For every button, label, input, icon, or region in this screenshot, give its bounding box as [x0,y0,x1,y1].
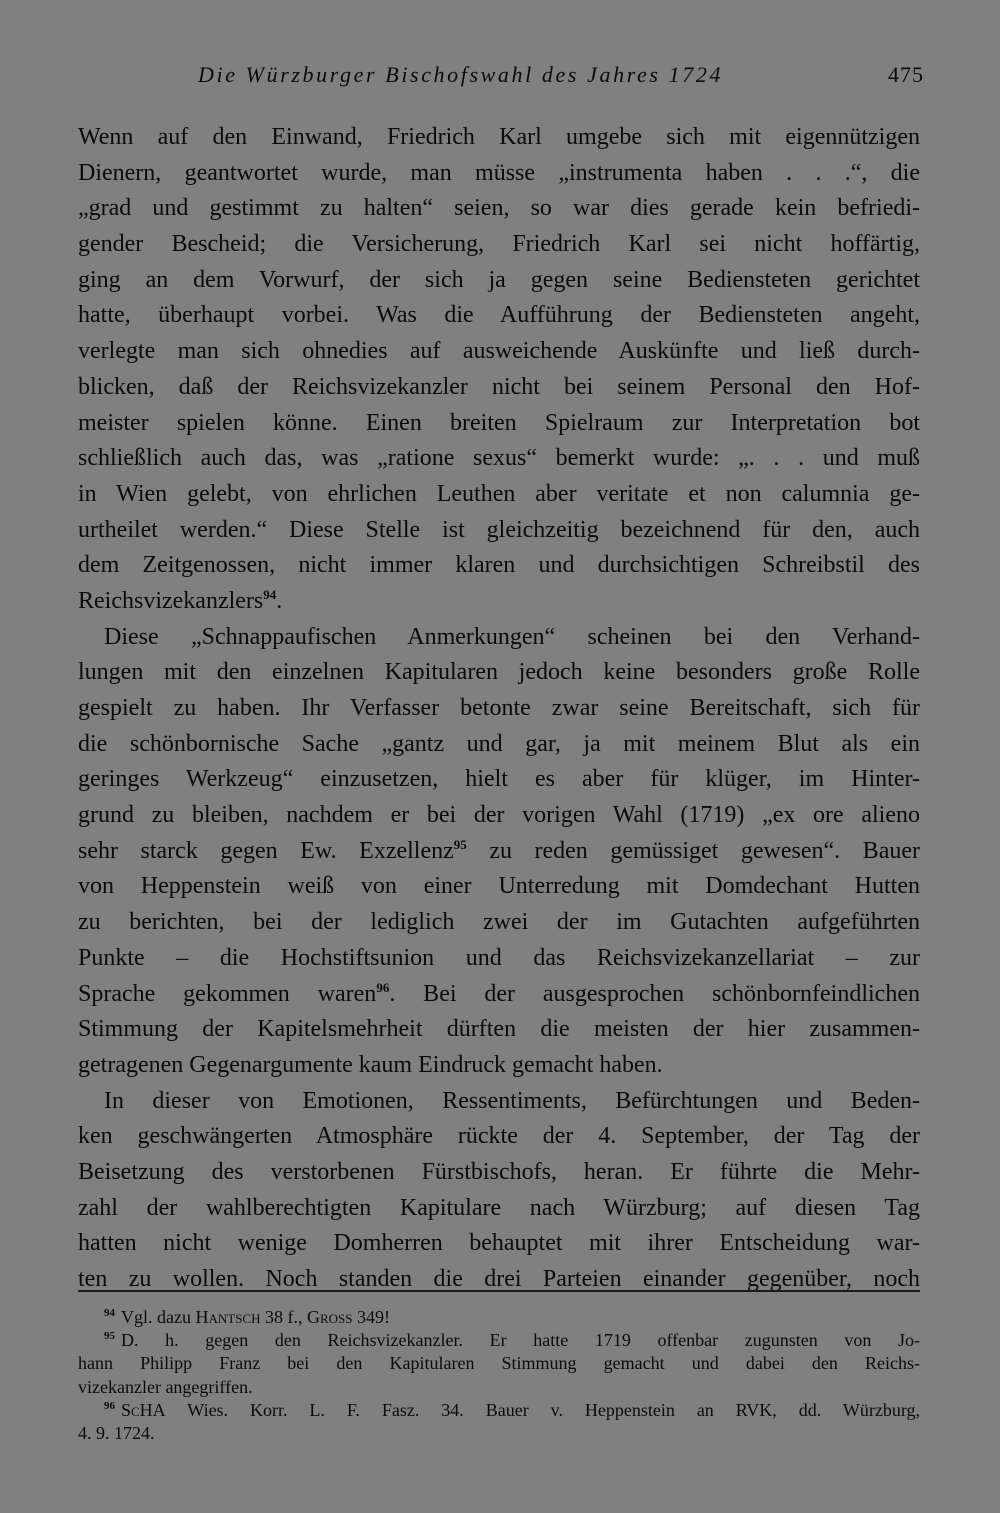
text-line: „grad und gestimmt zu halten“ seien, so war dies gerade kein befriedi- [78,195,920,222]
footnote-96 [78,1399,920,1422]
footnotes [78,1306,920,1445]
text-line: In dieser von Emotionen, Ressentiments, Befürchtungen und Beden- [104,1087,920,1114]
footnote-ref-96[interactable]: 96 [376,979,390,995]
footnote-line: vizekanzler angegriffen. [78,1376,253,1397]
text-line [78,834,920,870]
text-line: gender Bescheid; die Versicherung, Friedrich Karl sei nicht hoffärtig, [78,231,920,258]
footnote-line: 4. 9. 1724. [78,1422,155,1443]
text-line: ken geschwängerten Atmosphäre rückte der 4. September, der Tag der [78,1123,920,1150]
text-line: meister spielen könne. Einen breiten Spielraum zur Interpretation bot [78,409,920,436]
footnote-divider [78,1290,920,1292]
footnote-marker: 94 [104,1307,115,1319]
text-line: schließlich auch das, was „ratione sexus“ bemerkt wurde: „. . . und muß [78,445,920,472]
text-line: ten zu wollen. Noch standen die drei Parteien einander gegenüber, noch [78,1266,920,1292]
footnote-ref-94[interactable]: 94 [263,586,277,602]
text-line: Wenn auf den Einwand, Friedrich Karl umgebe sich mit eigennützigen [78,124,920,150]
footnote-text: 349! [352,1307,391,1327]
archive-abbrev: ScHA [121,1399,166,1420]
text-segment: Reichsvizekanzlers [78,587,264,614]
text-line [78,584,920,620]
footnote-marker: 95 [104,1330,115,1343]
footnote-95 [78,1329,920,1352]
text-line: Beisetzung des verstorbenen Fürstbischofs, heran. Er führte die Mehr- [78,1158,920,1185]
text-line: gespielt zu haben. Ihr Verfasser betonte zwar seine Bereitschaft, sich für [78,695,920,721]
footnote-line: hann Philipp Franz bei den Kapitularen Stimmung gemacht und dabei den Reichs- [78,1353,920,1374]
text-line: in Wien gelebt, von ehrlichen Leuthen aber veritate et non calumnia ge- [78,480,920,507]
text-line: getragenen Gegenargumente kaum Eindruck gemacht haben. [78,1051,663,1078]
footnote-marker: 96 [104,1399,115,1412]
text-line: Stimmung der Kapitelsmehrheit dürften die meisten der hier zusammen- [78,1016,920,1043]
text-line: verlegte man sich ohnedies auf ausweichende Auskünfte und ließ durch- [78,338,920,365]
text-segment: sehr starck gegen Ew. Exzellenz [78,837,454,864]
text-segment: . [276,587,283,614]
text-line: Dienern, geantwortet wurde, man müsse „instrumenta haben . . .“, die [78,159,920,186]
text-segment: Sprache gekommen waren [78,980,377,1007]
footnote-ref-95[interactable]: 95 [453,836,467,852]
text-line: dem Zeitgenossen, nicht immer klaren und durchsichtigen Schreibstil des [78,552,920,579]
footnote-text: 38 f., [260,1307,307,1327]
text-line: zu berichten, bei der lediglich zwei der im Gutachten aufgeführten [78,909,920,936]
text-line: Punkte – die Hochstiftsunion und das Reichsvizekanzellariat – zur [78,944,920,971]
text-line: lungen mit den einzelnen Kapitularen jedoch keine besonders große Rolle [78,659,920,686]
text-line: geringes Werkzeug“ einzusetzen, hielt es aber für klüger, im Hinter- [78,766,920,793]
text-line [78,977,920,1013]
author-name: Gross [307,1307,353,1327]
text-line: hatte, überhaupt vorbei. Was die Aufführung der Bediensteten angeht, [78,302,920,329]
text-line: die schönbornische Sache „gantz und gar, ja mit meinem Blut als ein [78,730,920,757]
text-line: grund zu bleiben, nachdem er bei der vorigen Wahl (1719) „ex ore alieno [78,802,920,829]
footnote-94 [78,1306,920,1329]
text-line: urtheilet werden.“ Diese Stelle ist gleichzeitig bezeichnend für den, auch [78,516,920,543]
text-line: hatten nicht wenige Domherren behauptet mit ihrer Entscheidung war- [78,1230,920,1257]
text-segment: . Bei der ausgesprochen schönbornfeindlichen [389,980,920,1007]
text-line: Diese „Schnappaufischen Anmerkungen“ scheinen bei den Verhand- [104,623,920,650]
running-title: Die Würzburger Bischofswahl des Jahres 1724 [198,62,724,87]
text-line: ging an dem Vorwurf, der sich ja gegen seine Bediensteten gerichtet [78,266,920,293]
main-text [78,120,920,1298]
text-line: blicken, daß der Reichsvizekanzler nicht bei seinem Personal den Hof- [78,373,920,400]
author-name: Hantsch [195,1307,261,1327]
footnote-text: D. h. gegen den Reichsvizekanzler. Er hatte 1719 offenbar zugunsten von Jo- [121,1330,920,1351]
text-line: von Heppenstein weiß von einer Unterredung mit Domdechant Hutten [78,873,920,900]
footnote-text: Wies. Korr. L. F. Fasz. 34. Bauer v. Heppenstein an RVK, dd. Würzburg, [165,1399,920,1420]
text-line: zahl der wahlberechtigten Kapitulare nach Würzburg; auf diesen Tag [78,1194,920,1221]
page-number: 475 [888,62,924,87]
footnote-text: Vgl. dazu [121,1307,196,1327]
text-segment: zu reden gemüssiget gewesen“. Bauer [466,837,920,864]
